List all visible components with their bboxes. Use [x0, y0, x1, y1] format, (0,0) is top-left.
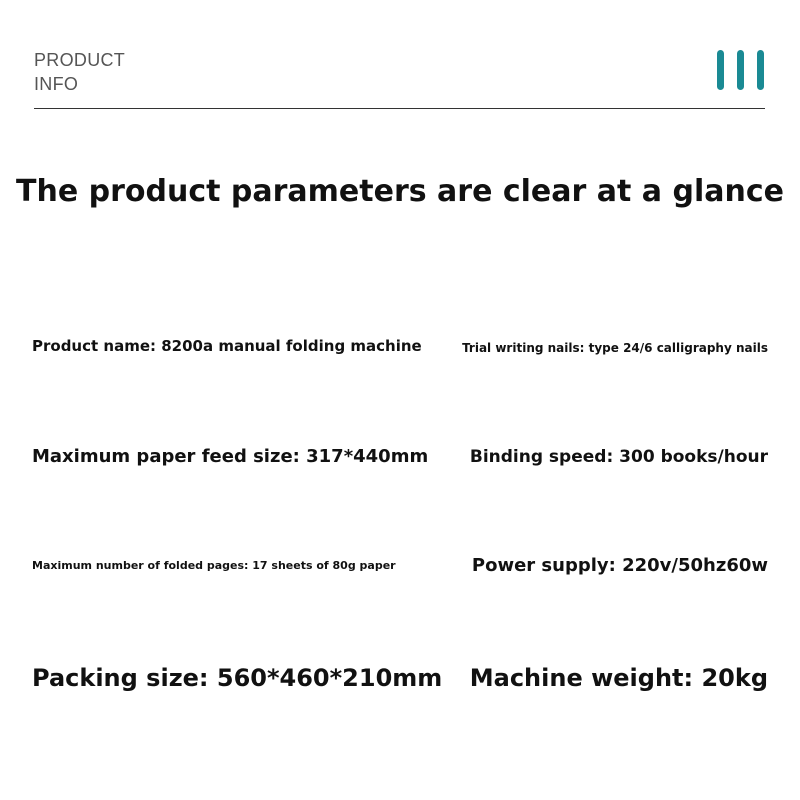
param-max-folded-pages: Maximum number of folded pages: 17 sheets of 80g paper — [32, 559, 396, 572]
decor-bar-1 — [717, 50, 724, 90]
three-vertical-bars-icon — [717, 50, 767, 90]
param-power-supply: Power supply: 220v/50hz60w — [471, 555, 768, 576]
decor-bar-3 — [757, 50, 764, 90]
param-max-paper-feed-size: Maximum paper feed size: 317*440mm — [32, 446, 429, 467]
page-title: The product parameters are clear at a glance — [16, 174, 784, 209]
decor-bar-2 — [737, 50, 744, 90]
param-binding-speed: Binding speed: 300 books/hour — [469, 447, 768, 467]
header-divider — [34, 108, 765, 109]
param-machine-weight: Machine weight: 20kg — [469, 664, 768, 692]
product-info-label-line1: PRODUCT — [34, 50, 126, 70]
product-info-label-line2: INFO — [34, 74, 79, 94]
param-product-name: Product name: 8200a manual folding machine — [32, 337, 422, 355]
product-info-label — [34, 48, 125, 96]
param-trial-writing-nails: Trial writing nails: type 24/6 calligraphy nails — [462, 341, 768, 355]
param-packing-size: Packing size: 560*460*210mm — [32, 664, 443, 692]
